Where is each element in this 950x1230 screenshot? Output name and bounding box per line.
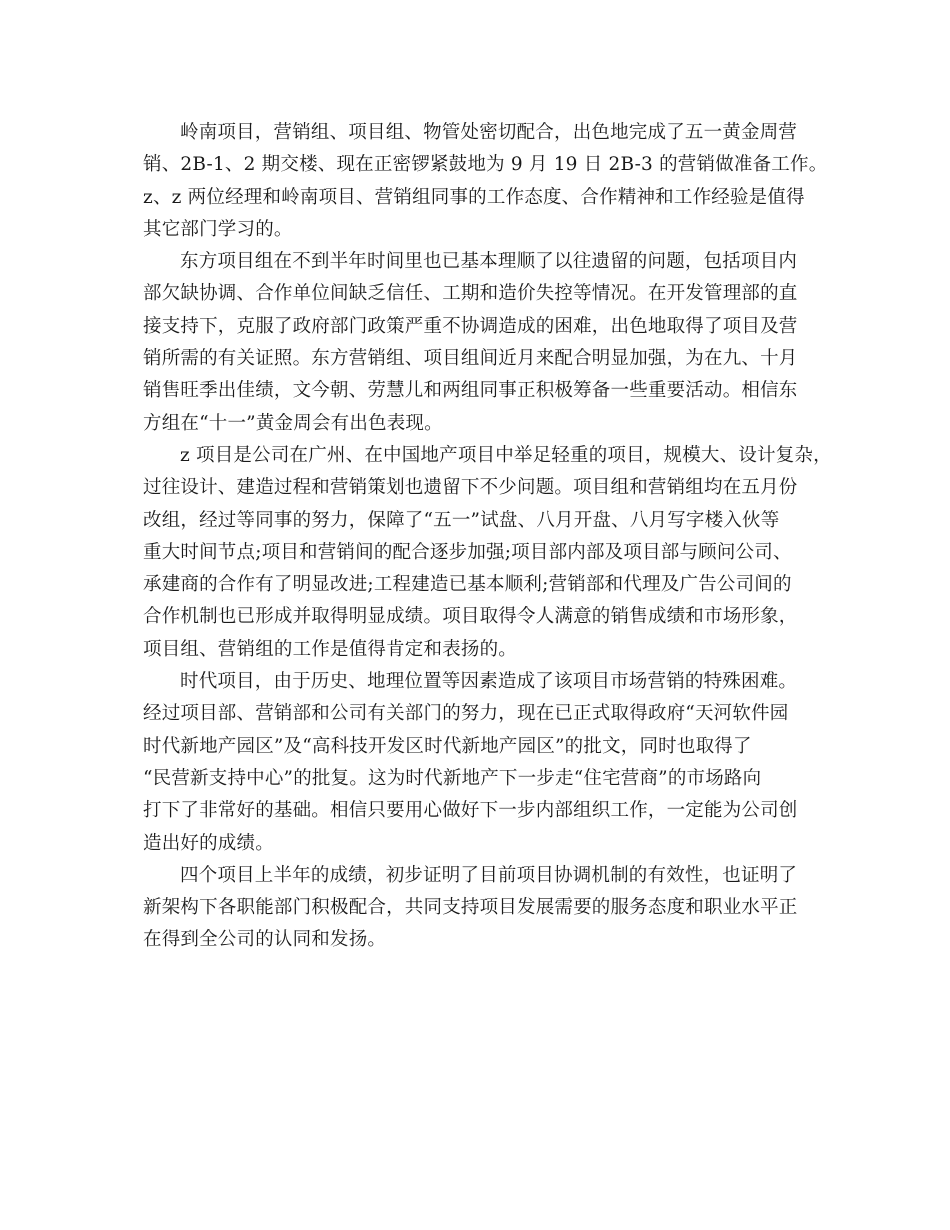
text-line: 打下了非常好的基础。相信只要用心做好下一步内部组织工作，一定能为公司创 bbox=[143, 800, 798, 822]
text-line: 承建商的合作有了明显改进;工程建造已基本顺利;营销部和代理及广告公司间的 bbox=[143, 574, 792, 596]
text-line: z、z 两位经理和岭南项目、营销组同事的工作态度、合作精神和工作经验是值得 bbox=[143, 186, 805, 208]
text-line: 合作机制也已形成并取得明显成绩。项目取得令人满意的销售成绩和市场形象， bbox=[143, 606, 798, 628]
text-line: “民营新支持中心”的批复。这为时代新地产下一步走“住宅营商”的市场路向 bbox=[143, 767, 762, 789]
text-line: 在得到全公司的认同和发扬。 bbox=[143, 929, 387, 951]
text-line: 新架构下各职能部门积极配合，共同支持项目发展需要的服务态度和职业水平正 bbox=[143, 897, 798, 919]
text-line: 时代项目，由于历史、地理位置等因素造成了该项目市场营销的特殊困难。 bbox=[180, 671, 798, 693]
text-line: 销售旺季出佳绩，文今朝、劳慧儿和两组同事正积极筹备一些重要活动。相信东 bbox=[143, 380, 798, 402]
paragraph-z-project bbox=[143, 440, 833, 666]
paragraph-summary bbox=[143, 860, 833, 957]
paragraph-dongfang bbox=[143, 246, 833, 440]
text-line: 其它部门学习的。 bbox=[143, 218, 293, 240]
text-line: 过往设计、建造过程和营销策划也遗留下不少问题。项目组和营销组均在五月份 bbox=[143, 477, 798, 499]
text-line: 时代新地产园区”及“高科技开发区时代新地产园区”的批文，同时也取得了 bbox=[143, 735, 752, 757]
text-line: 销、2B-1、2 期交楼、现在正密锣紧鼓地为 9 月 19 日 2B-3 的营销做准备工作。 bbox=[143, 154, 828, 176]
text-line: 四个项目上半年的成绩，初步证明了目前项目协调机制的有效性，也证明了 bbox=[180, 864, 798, 886]
text-line: 岭南项目，营销组、项目组、物管处密切配合，出色地完成了五一黄金周营 bbox=[180, 122, 798, 143]
text-line: 东方项目组在不到半年时间里也已基本理顺了以往遗留的问题，包括项目内 bbox=[180, 251, 798, 273]
text-line: 经过项目部、营销部和公司有关部门的努力，现在已正式取得政府“天河软件园 bbox=[143, 703, 789, 725]
text-line: 接支持下，克服了政府部门政策严重不协调造成的困难，出色地取得了项目及营 bbox=[143, 315, 798, 337]
text-line: 方组在“十一”黄金周会有出色表现。 bbox=[143, 412, 443, 434]
document-body bbox=[143, 117, 833, 957]
paragraph-shidai bbox=[143, 666, 833, 860]
text-line: z 项目是公司在广州、在中国地产项目中举足轻重的项目，规模大、设计复杂， bbox=[180, 444, 832, 466]
text-line: 项目组、营销组的工作是值得肯定和表扬的。 bbox=[143, 638, 518, 660]
paragraph-lingnan bbox=[143, 117, 833, 246]
text-line: 销所需的有关证照。东方营销组、项目组间近月来配合明显加强，为在九、十月 bbox=[143, 348, 798, 370]
text-line: 部欠缺协调、合作单位间缺乏信任、工期和造价失控等情况。在开发管理部的直 bbox=[143, 283, 798, 305]
text-line: 重大时间节点;项目和营销间的配合逐步加强;项目部内部及项目部与顾问公司、 bbox=[143, 541, 792, 563]
text-line: 改组，经过等同事的努力，保障了“五一”试盘、八月开盘、八月写字楼入伙等 bbox=[143, 509, 780, 531]
text-line: 造出好的成绩。 bbox=[143, 832, 274, 854]
